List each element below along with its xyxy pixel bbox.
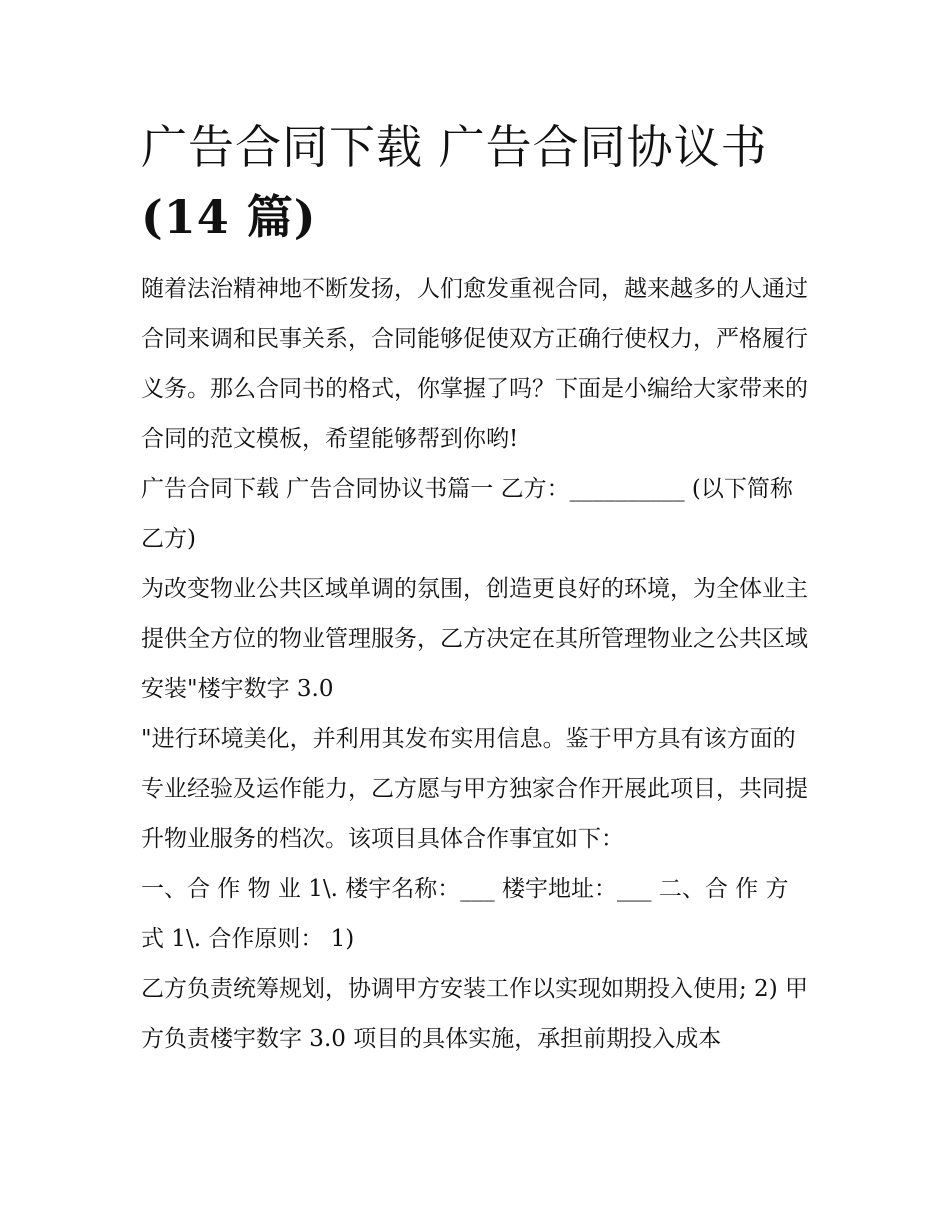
document-body — [141, 112, 813, 1064]
paragraph-purpose: 为改变物业公共区域单调的氛围，创造更良好的环境，为全体业主提供全方位的物业管理服务，乙方决定在其所管理物业之公共区域安装"楼宇数字 3.0 — [141, 576, 808, 702]
paragraph-responsibilities: 乙方负责统筹规划，协调甲方安装工作以实现如期投入使用; 2) 甲方负责楼宇数字 3.0 项目的具体实施，承担前期投入成本 — [141, 976, 808, 1052]
paragraph-cooperation: "进行环境美化，并利用其发布实用信息。鉴于甲方具有该方面的专业经验及运作能力，乙方愿与甲方独家合作开展此项目，共同提升物业服务的档次。该项目具体合作事宜如下： — [141, 726, 808, 852]
paragraph-property-and-method: 一、合 作 物 业 1\. 楼宇名称：___ 楼宇地址：___ 二、合 作 方 式 1\. 合作原则： 1) — [141, 876, 789, 952]
document-title — [141, 112, 813, 252]
paragraph-section-one-header: 广告合同下载 广告合同协议书篇一 乙方：__________ (以下简称乙方) — [141, 476, 793, 552]
paragraph-intro: 随着法治精神地不断发扬，人们愈发重视合同，越来越多的人通过合同来调和民事关系，合同能够促使双方正确行使权力，严格履行义务。那么合同书的格式，你掌握了吗？下面是小编给大家带来的合同的范文模板，希望能够帮到你哟! — [141, 276, 808, 452]
title-line-1: 广告合同下载 广告合同协议书 — [141, 120, 768, 174]
title-line-2: (14 篇) — [141, 190, 317, 244]
